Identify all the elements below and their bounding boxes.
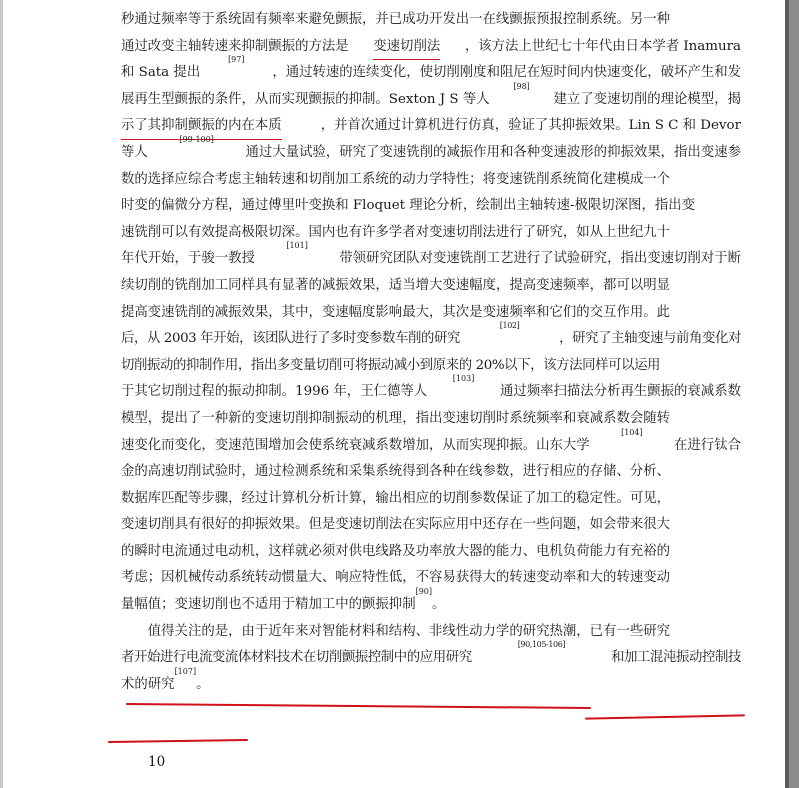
text-segment: 等人: [121, 144, 148, 160]
citation-ref: [101]: [286, 241, 308, 251]
text-segment: 量幅值；变速切削也不适用于精加工中的颤振抑制: [121, 597, 416, 613]
page-left-edge: [0, 0, 3, 788]
text-segment: 变速切削具有很好的抑振效果。但是变速切削法在实际应用中还存在一些问题，如会带来很大: [121, 517, 671, 533]
text-segment: 在进行钛合: [674, 437, 741, 453]
text-segment: ，该方法上世纪七十年代由日本学者 Inamura: [464, 38, 741, 54]
text-segment: 者开始进行电流变流体材料技术在切削颤振控制中的应用研究: [121, 650, 472, 666]
text-segment: 。: [432, 597, 446, 613]
annotation-underline-2: [585, 714, 745, 719]
text-line: [121, 539, 741, 566]
text-line: [121, 81, 741, 114]
text-segment: 值得关注的是，由于近年来对智能材料和结构、非线性动力学的研究热潮，已有一些研究: [121, 623, 671, 639]
text-segment: 续切削的铣削加工同样具有显著的减振效果，适当增大变速幅度，提高变速频率，都可以明显: [121, 277, 671, 293]
text-line: [121, 512, 741, 539]
text-segment: 通过改变主轴转速来抑制颤振的方法是: [121, 38, 349, 54]
text-line: [121, 241, 741, 273]
text-line: [121, 374, 741, 406]
text-line: [121, 640, 741, 672]
text-segment: ，通过转速的连续变化，使切削刚度和阻尼在短时间内快速变化，破坏产生和发: [272, 65, 741, 81]
text-segment: 。: [196, 676, 210, 692]
text-segment: 时变的偏微分方程，通过傅里叶变换和 Floquet 理论分析，绘制出主轴转速-极限切深图，指出变: [121, 198, 696, 214]
text-segment: 数的选择应综合考虑主轴转速和切削加工系统的动力学特性；将变速铣削系统简化建模成一个: [121, 171, 671, 187]
text-line: [121, 167, 741, 194]
text-line: [121, 666, 741, 699]
underlined-text: 变速切削法: [373, 34, 440, 61]
citation-ref: [98]: [513, 81, 530, 91]
text-line: [121, 34, 741, 61]
text-line: [121, 459, 741, 486]
citation-ref: [97]: [228, 55, 245, 65]
annotation-underline-3: [108, 739, 248, 743]
text-line: [121, 220, 741, 247]
page-shadow: [785, 0, 789, 788]
text-segment: 速铣削可以有效提高极限切深。国内也有许多学者对变速切削法进行了研究，如从上世纪九十: [121, 224, 671, 240]
annotation-underline-1: [126, 703, 591, 709]
text-segment: 通过大量试验，研究了变速铣削的减振作用和各种变速波形的抑振效果，指出变速参: [245, 144, 741, 160]
citation-ref: [104]: [621, 427, 643, 437]
text-segment: ，研究了主轴变速与前角变化对: [559, 331, 741, 347]
text-segment: 通过频率扫描法分析再生颤振的衰减系数: [499, 384, 741, 400]
text-segment: 年代开始，于骏一教授: [121, 251, 255, 267]
text-line: [121, 619, 741, 646]
text-segment: 展再生型颤振的条件，从而实现颤振的抑制。Sexton J S 等人: [121, 91, 490, 107]
text-segment: 于其它切削过程的振动抑制。1996 年，王仁德等人: [121, 384, 428, 400]
text-line: [121, 193, 741, 220]
text-segment: 考虑；因机械传动系统转动惯量大、响应特性低，不容易获得大的转速变动率和大的转速变动: [121, 570, 671, 586]
text-segment: 数据库匹配等步骤，经过计算机分析计算，输出相应的切削参数保证了加工的稳定性。可见，: [121, 490, 671, 506]
text-segment: 金的高速切削试验时，通过检测系统和采集系统得到各种在线参数，进行相应的存储、分析、: [121, 464, 671, 480]
text-segment: ，并首次通过计算机进行仿真，验证了其抑振效果。Lin S C 和 Devor: [320, 118, 741, 134]
text-line: [121, 353, 741, 380]
text-segment: 的瞬时电流通过电动机，这样就必须对供电线路及功率放大器的能力、电机负荷能力有充裕的: [121, 543, 671, 559]
text-line: [121, 273, 741, 300]
citation-ref: [90,105-106]: [517, 640, 566, 650]
citation-ref: [107]: [174, 666, 197, 676]
text-line: [121, 321, 741, 353]
text-segment: 术的研究: [121, 676, 175, 692]
text-line: [121, 134, 741, 167]
text-segment: 和 Sata 提出: [121, 65, 201, 81]
body-text: [121, 7, 741, 698]
text-segment: 模型，提出了一种新的变速切削抑制振动的机理，指出变速切削时系统频率和衰减系数会随转: [121, 410, 671, 426]
text-segment: 建立了变速切削的理论模型，揭: [553, 91, 741, 107]
text-segment: 速变化而变化，变速范围增加会使系统衰减系数增加，从而实现抑振。山东大学: [121, 437, 590, 453]
text-segment: 切削振动的抑制作用，指出多变量切削可将振动减小到原来的 20%以下，该方法同样可以运用: [121, 357, 661, 373]
text-line: [121, 587, 741, 619]
text-segment: 后，从 2003 年开始，该团队进行了多时变参数车削的研究: [121, 331, 460, 347]
text-line: [121, 55, 741, 87]
page-number: 10: [148, 754, 166, 770]
text-segment: 提高变速铣削的减振效果，其中，变速幅度影响最大，其次是变速频率和它们的交互作用。此: [121, 304, 671, 320]
citation-ref: [99-100]: [179, 134, 214, 144]
text-line: [121, 300, 741, 327]
citation-ref: [102]: [499, 321, 520, 331]
text-segment: 秒通过频率等于系统固有频率来避免颤振，并已成功开发出一在线颤振预报控制系统。另一种: [121, 12, 671, 27]
text-line: [121, 113, 741, 140]
citation-ref: [90]: [415, 587, 433, 597]
text-segment: 带领研究团队对变速铣削工艺进行了试验研究，指出变速切削对于断: [339, 251, 741, 267]
text-line: [121, 7, 741, 34]
underlined-text: 示了其抑制颤振的内在本质: [121, 113, 282, 140]
text-line: [121, 427, 741, 460]
text-line: [121, 406, 741, 433]
citation-ref: [103]: [452, 374, 475, 384]
text-segment: 和加工混沌振动控制技: [611, 650, 741, 666]
text-line: [121, 486, 741, 513]
